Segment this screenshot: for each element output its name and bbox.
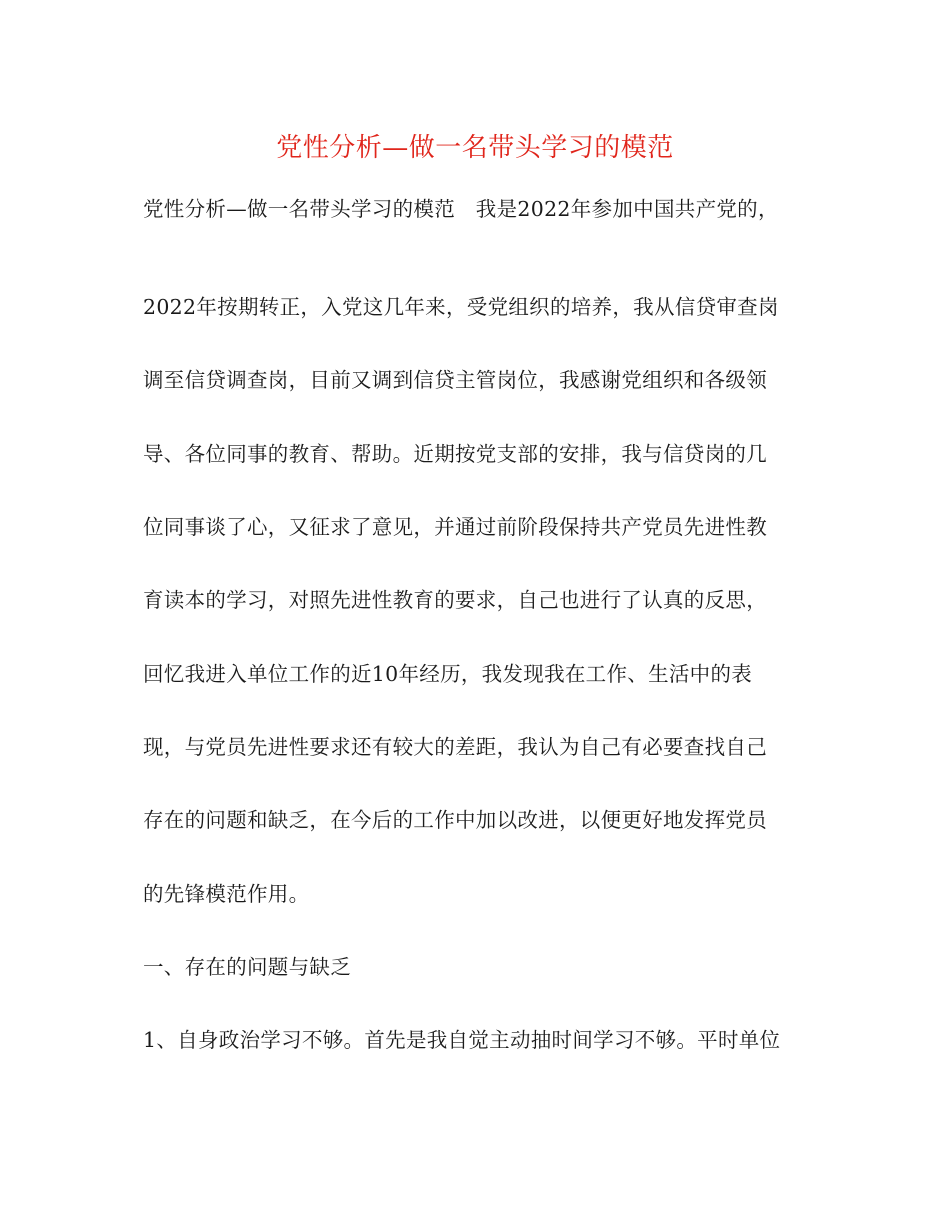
document-title: 党性分析—做一名带头学习的模范 — [276, 133, 674, 163]
paragraph-line-4: 导、各位同事的教育、帮助。近期按党支部的安排，我与信贷岗的几 — [143, 442, 767, 466]
paragraph-line-2: 2022年按期转正，入党这几年来，受党组织的培养，我从信贷审查岗 — [143, 295, 779, 319]
paragraph-line-3: 调至信贷调查岗，目前又调到信贷主管岗位，我感谢党组织和各级领 — [143, 368, 767, 392]
paragraph-line-1: 党性分析—做一名带头学习的模范 我是2022年参加中国共产党的， — [143, 197, 779, 221]
paragraph-line-5: 位同事谈了心，又征求了意见，并通过前阶段保持共产党员先进性教 — [143, 515, 767, 539]
paragraph-line-7: 回忆我进入单位工作的近10年经历，我发现我在工作、生活中的表 — [143, 662, 753, 686]
paragraph-line-6: 育读本的学习，对照先进性教育的要求，自己也进行了认真的反思， — [143, 588, 767, 612]
section-heading: 一、存在的问题与缺乏 — [143, 955, 351, 979]
paragraph-line-10: 的先锋模范作用。 — [143, 882, 310, 906]
list-item-1: 1、自身政治学习不够。首先是我自觉主动抽时间学习不够。平时单位 — [143, 1028, 781, 1052]
paragraph-line-8: 现，与党员先进性要求还有较大的差距，我认为自己有必要查找自己 — [143, 735, 767, 759]
paragraph-line-9: 存在的问题和缺乏，在今后的工作中加以改进，以便更好地发挥党员 — [143, 808, 767, 832]
